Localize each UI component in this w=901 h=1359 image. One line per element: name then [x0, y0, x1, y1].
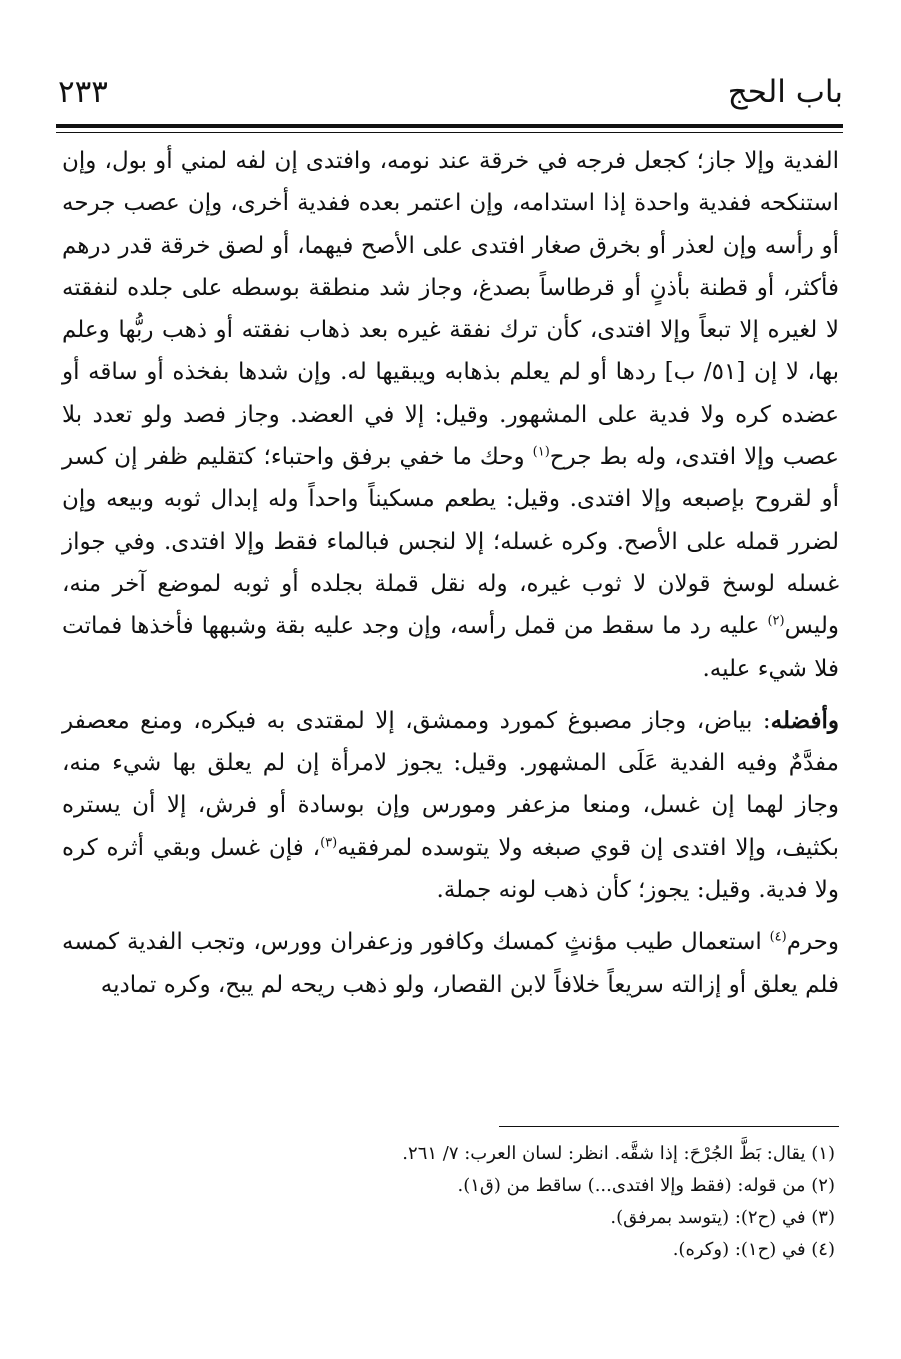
- footnote: (٢) من قوله: (فقط وإلا افتدى...) ساقط من (ق١).: [457, 1175, 835, 1196]
- footnotes: [180, 1138, 835, 1266]
- footnote-marker: (٤): [769, 929, 787, 945]
- paragraph: [62, 700, 839, 911]
- header-rule-thick: [56, 124, 843, 128]
- text-segment: الفدية وإلا جاز؛ كجعل فرجه في خرقة عند نومه، وافتدى إن لفه لمني أو بول، وإن استنكحه ففدية واحدة إذا استدامه، وإن اعتمر بعده ففدية أخرى، وإن عصب جرحه أو رأسه وإن لعذر أو بخرق صغار افتدى على الأصح فيهما، أو لصق خرقة قدر درهم فأكثر، أو قطنة بأذنٍ أو قرطاساً بصدغ، وجاز شد منطقة بوسطه على جلده لنفقته لا لغيره إلا تبعاً وإلا افتدى، كأن ترك نفقة غيره بعد ذهاب نفقته أو ذهب ربُّها وعلم بها، لا إن [٥١/ ب] ردها أو لم يعلم بذهابه ويبقيها له. وإن شدها بفخذه أو ساقه أو عضده كره ولا فدية على المشهور. وقيل: إلا في العضد. وجاز فصد ولو تعدد بلا عصب وإلا افتدى، وله بط جرح: [62, 148, 839, 471]
- footnote: (٣) في (ح٢): (يتوسد بمرفق).: [610, 1207, 835, 1228]
- text-segment: استعمال طيب مؤنثٍ كمسك وكافور وزعفران وورس، وتجب الفدية كمسه فلم يعلق أو إزالته سريعاً خلافاً لابن القصار، ولو ذهب ريحه لم يبح، وكره تماديه: [62, 929, 839, 998]
- text-segment: وحرم: [786, 929, 839, 956]
- text-segment: ، فإن غسل وبقي أثره كره ولا فدية. وقيل: يجوز؛ كأن ذهب لونه جملة.: [62, 834, 839, 904]
- footnote-marker: (٣): [320, 835, 338, 851]
- page-header: [58, 72, 843, 112]
- text-segment: : بياض، وجاز مصبوغ كمورد وممشق، إلا لمقتدى به فيكره، ومنع معصفر مفدَّمٌ وفيه الفدية عَلَى المشهور. وقيل: يجوز لامرأة إن لم يعلق بها شيء منه، وجاز لهما إن غسل، ومنعا مزعفر ومورس وإن بوسادة أو فرش، إلا أن يستره بكثيف، وإلا افتدى إن قوي صبغه ولا يتوسده لمرفقيه: [62, 707, 840, 861]
- paragraph: [62, 140, 839, 690]
- chapter-title: باب الحج: [727, 74, 843, 110]
- footnote-separator: [499, 1126, 839, 1127]
- footnote-marker: (١): [532, 444, 550, 460]
- header-rule-thin: [56, 132, 843, 133]
- main-text: [62, 140, 839, 1006]
- paragraph: [62, 921, 839, 1006]
- footnote: (١) يقال: بَطَّ الجُرْحَ: إذا شقَّه. انظر: لسان العرب: ٧/ ٢٦١.: [402, 1143, 835, 1164]
- footnote: (٤) في (ح١): (وكره).: [672, 1239, 835, 1260]
- paragraph-lead-word: وأفضله: [770, 706, 839, 734]
- footnote-marker: (٢): [767, 613, 785, 629]
- text-segment: وحك ما خفي برفق واحتباء؛ كتقليم ظفر إن كسر أو لقروح بإصبعه وإلا افتدى. وقيل: يطعم مسكيناً واحداً وله إبدال ثوبه وبيعه وإن لضرر قمله على الأصح. وكره غسله؛ إلا لنجس فبالماء فقط وإلا افتدى. وفي جواز غسله لوسخ قولان لا ثوب غيره، وله نقل قملة بجلده أو ثوبه لموضع آخر منه، وليس: [62, 444, 839, 640]
- text-segment: عليه رد ما سقط من قمل رأسه، وإن وجد عليه بقة وشبهها فأخذها فماتت فلا شيء عليه.: [62, 613, 839, 682]
- page-number: ٢٣٣: [58, 74, 108, 110]
